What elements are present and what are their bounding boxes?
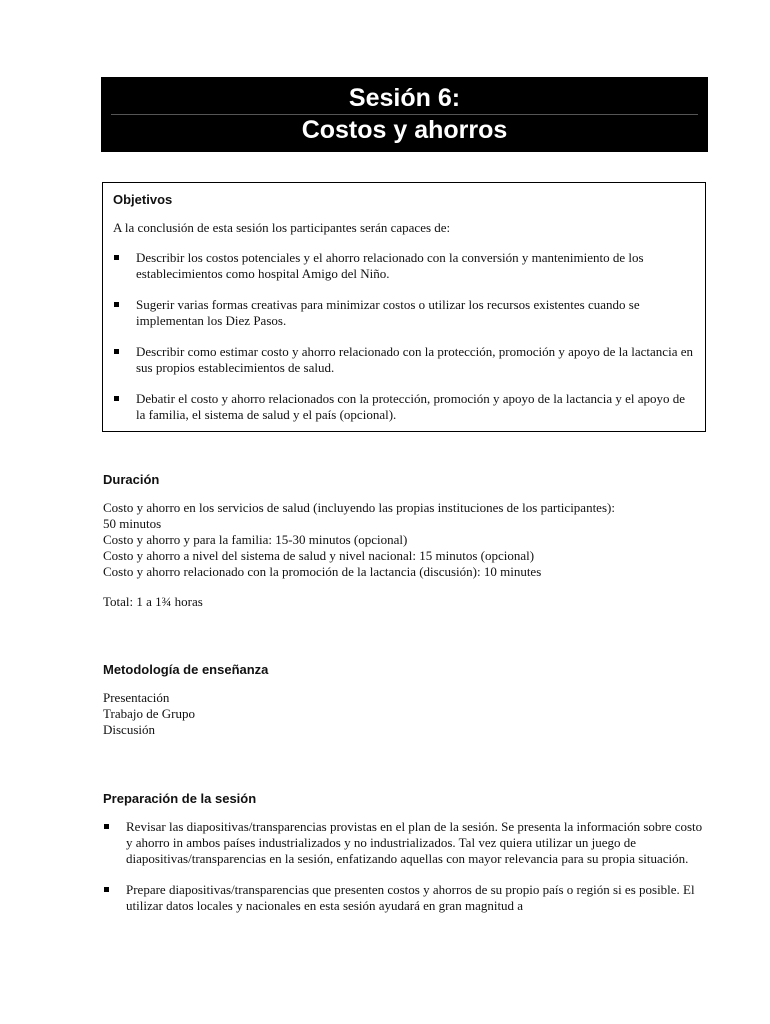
preparation-item: Revisar las diapositivas/transparencias provistas en el plan de la sesión. Se presenta la información sobre costo y ahorro in ambos países industrializados y no industrializados. Tal vez quiera utilizar un juego de diapositivas/transparencias en la sesión, enfatizando aquellas con mayor relevancia para su propia situación. [103,819,703,867]
methodology-line: Discusión [103,722,155,737]
duration-section [103,472,703,610]
session-title-banner [101,77,708,152]
bullet-square-icon [114,349,119,354]
duration-line: 50 minutos [103,516,162,531]
bullet-square-icon [114,255,119,260]
duration-line: Costo y ahorro en los servicios de salud (incluyendo las propias instituciones de los participantes): [103,500,615,515]
objectives-list [113,250,695,423]
objectives-intro: A la conclusión de esta sesión los participantes serán capaces de: [113,220,451,235]
session-title: Costos y ahorros [301,116,508,144]
bullet-square-icon [104,887,109,892]
objective-item: Sugerir varias formas creativas para minimizar costos o utilizar los recursos existentes cuando se implementan los Diez Pasos. [113,297,695,329]
preparation-heading: Preparación de la sesión [103,791,257,806]
bullet-square-icon [114,396,119,401]
duration-heading: Duración [103,472,160,487]
objective-item: Describir los costos potenciales y el ahorro relacionado con la conversión y mantenimiento de los establecimientos como hospital Amigo del Niño. [113,250,695,282]
methodology-heading: Metodología de enseñanza [103,662,269,677]
duration-line: Costo y ahorro relacionado con la promoción de la lactancia (discusión): 10 minutes [103,564,542,579]
bullet-square-icon [114,302,119,307]
preparation-item: Prepare diapositivas/transparencias que presenten costos y ahorros de su propio país o región si es posible. El utilizar datos locales y nacionales en esta sesión ayudará en gran magnitud a [103,882,703,914]
session-number: Sesión 6: [348,84,461,112]
preparation-section [103,791,703,929]
objective-item: Debatir el costo y ahorro relacionados con la protección, promoción y apoyo de la lactancia y el apoyo de la familia, el sistema de salud y el país (opcional). [113,391,695,423]
duration-line: Costo y ahorro y para la familia: 15-30 minutos (opcional) [103,532,408,547]
objectives-heading: Objetivos [113,192,173,207]
duration-total: Total: 1 a 1¾ horas [103,594,203,609]
methodology-line: Trabajo de Grupo [103,706,195,721]
objective-item: Describir como estimar costo y ahorro relacionado con la protección, promoción y apoyo de la lactancia en sus propios establecimientos de salud. [113,344,695,376]
bullet-square-icon [104,824,109,829]
methodology-section [103,662,703,738]
objectives-box [102,182,706,432]
duration-line: Costo y ahorro a nivel del sistema de salud y nivel nacional: 15 minutos (opcional) [103,548,535,563]
methodology-line: Presentación [103,690,170,705]
preparation-list [103,819,703,914]
